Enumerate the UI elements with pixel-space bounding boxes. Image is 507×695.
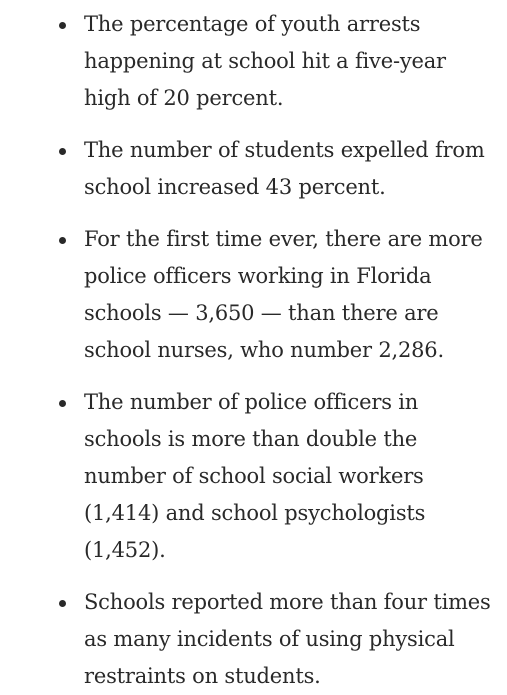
bullet-text: The percentage of youth arrests happening at school hit a five-year high of 20 percent. — [84, 12, 446, 110]
bullet-text: The number of police officers in schools is more than double the number of school social workers (1,414) and school psychologists (1,452). — [84, 390, 426, 562]
bullet-dot-icon — [59, 400, 66, 407]
bullet-list — [57, 6, 495, 695]
bullet-dot-icon — [59, 237, 66, 244]
bullet-item — [57, 221, 494, 369]
bullet-text: The number of students expelled from school increased 43 percent. — [84, 138, 485, 199]
bullet-item — [57, 6, 494, 117]
bullet-item — [57, 132, 494, 206]
bullet-dot-icon — [59, 22, 66, 29]
bullet-dot-icon — [59, 600, 66, 607]
bullet-item — [57, 384, 494, 569]
bullet-text: Schools reported more than four times as many incidents of using physical restraints on students. — [84, 590, 491, 688]
bullet-text: For the first time ever, there are more police officers working in Florida schools — 3,650 — than there are school nurses, who number 2,286. — [84, 227, 483, 362]
bullet-item — [57, 584, 494, 695]
bullet-dot-icon — [59, 148, 66, 155]
